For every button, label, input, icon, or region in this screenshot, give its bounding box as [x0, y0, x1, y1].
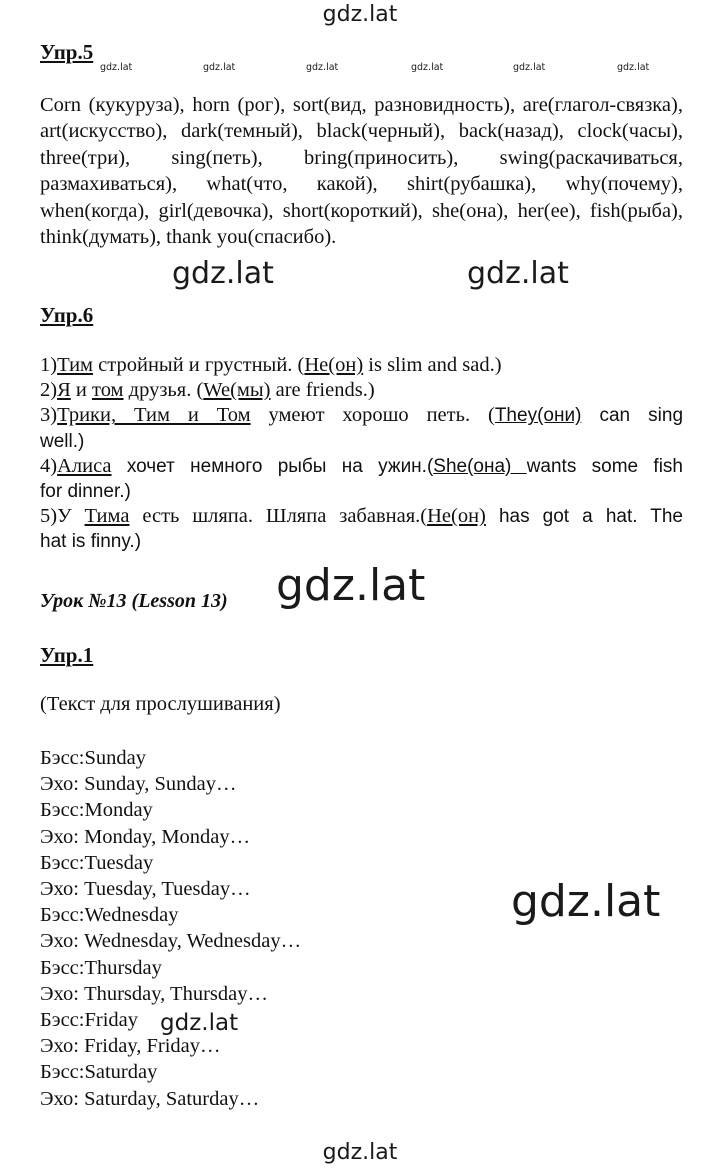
ex6-item-1: 1)Тим стройный и грустный. (He(он) is slim and sad.) [40, 354, 502, 376]
dialogue-line: Эхо: Monday, Monday… [40, 825, 251, 848]
watermark-small: gdz.lat [411, 62, 444, 73]
ex1-heading: Упр.1 [40, 643, 94, 667]
ex6-item-4: 4)Алиса хочет немного рыбы на ужин.(She(она) wants some fish [40, 454, 683, 477]
ex6-item-4-cont: for dinner.) [40, 481, 131, 503]
dialogue-line: Эхо: Saturday, Saturday… [40, 1087, 260, 1110]
ex1-note: (Текст для прослушивания) [40, 693, 281, 715]
ex6-item-3-cont: well.) [40, 430, 85, 452]
watermark-mid-right: gdz.lat [467, 256, 569, 291]
dialogue-line: Бэсс:Thursday [40, 956, 162, 979]
watermark-mid-left: gdz.lat [172, 256, 274, 291]
ex6-item-2: 2)Я и том друзья. (We(мы) are friends.) [40, 379, 375, 402]
dialogue-line: Эхо: Thursday, Thursday… [40, 982, 268, 1005]
dialogue-line: Бэсс:Wednesday [40, 904, 179, 927]
dialogue-line: Эхо: Friday, Friday… [40, 1035, 221, 1058]
watermark-friday: gdz.lat [160, 1010, 239, 1036]
ex6-item-3: 3)Трики, Тим и Том умеют хорошо петь. (They(они) can sing [40, 404, 684, 427]
ex6-heading: Упр.6 [40, 303, 94, 327]
dialogue-line: Бэсс:Saturday [40, 1061, 158, 1084]
watermark-top: gdz.lat [322, 2, 398, 27]
dialogue-line: Бэсс:Sunday [40, 747, 146, 769]
dialogue-line: Бэсс:Friday [40, 1009, 138, 1032]
lesson-title: Урок №13 (Lesson 13) [40, 590, 228, 612]
ex6-list [40, 353, 683, 555]
dialogue-line: Бэсс:Monday [40, 799, 153, 822]
ex6-item-5: 5)У Тима есть шляпа. Шляпа забавная.(He(он) has got a hat. The [40, 505, 683, 528]
watermark-small: gdz.lat [617, 62, 650, 73]
watermark-small: gdz.lat [306, 62, 339, 73]
ex6-item-5-cont: hat is finny.) [40, 531, 142, 553]
watermark-right: gdz.lat [511, 876, 661, 927]
ex1-dialogue [40, 745, 683, 1112]
dialogue-line: Эхо: Sunday, Sunday… [40, 773, 237, 796]
dialogue-line: Эхо: Wednesday, Wednesday… [40, 930, 302, 953]
watermark-small: gdz.lat [513, 62, 546, 73]
watermark-small: gdz.lat [100, 62, 133, 73]
dialogue-line: Бэсс:Tuesday [40, 851, 154, 874]
ex5-heading: Упр.5 [40, 40, 94, 64]
watermark-bottom: gdz.lat [322, 1140, 398, 1165]
watermark-small: gdz.lat [203, 62, 236, 73]
dialogue-line: Эхо: Tuesday, Tuesday… [40, 878, 251, 901]
watermark-lesson: gdz.lat [276, 560, 426, 611]
ex5-text: Corn (кукуруза), horn (рог), sort(вид, разновидность), are(глагол-связка), art(искусство), dark(темный), black(черный), back(назад), clock(часы), three(три), sing(петь), bring(приносить), swing(раскачиваться, размахиваться), what(что, какой), shirt(рубашка), why(почему), when(когда), girl(девочка), short(короткий), she(она), her(ее), fish(рыба), think(думать), thank you(спасибо). [40, 94, 683, 249]
